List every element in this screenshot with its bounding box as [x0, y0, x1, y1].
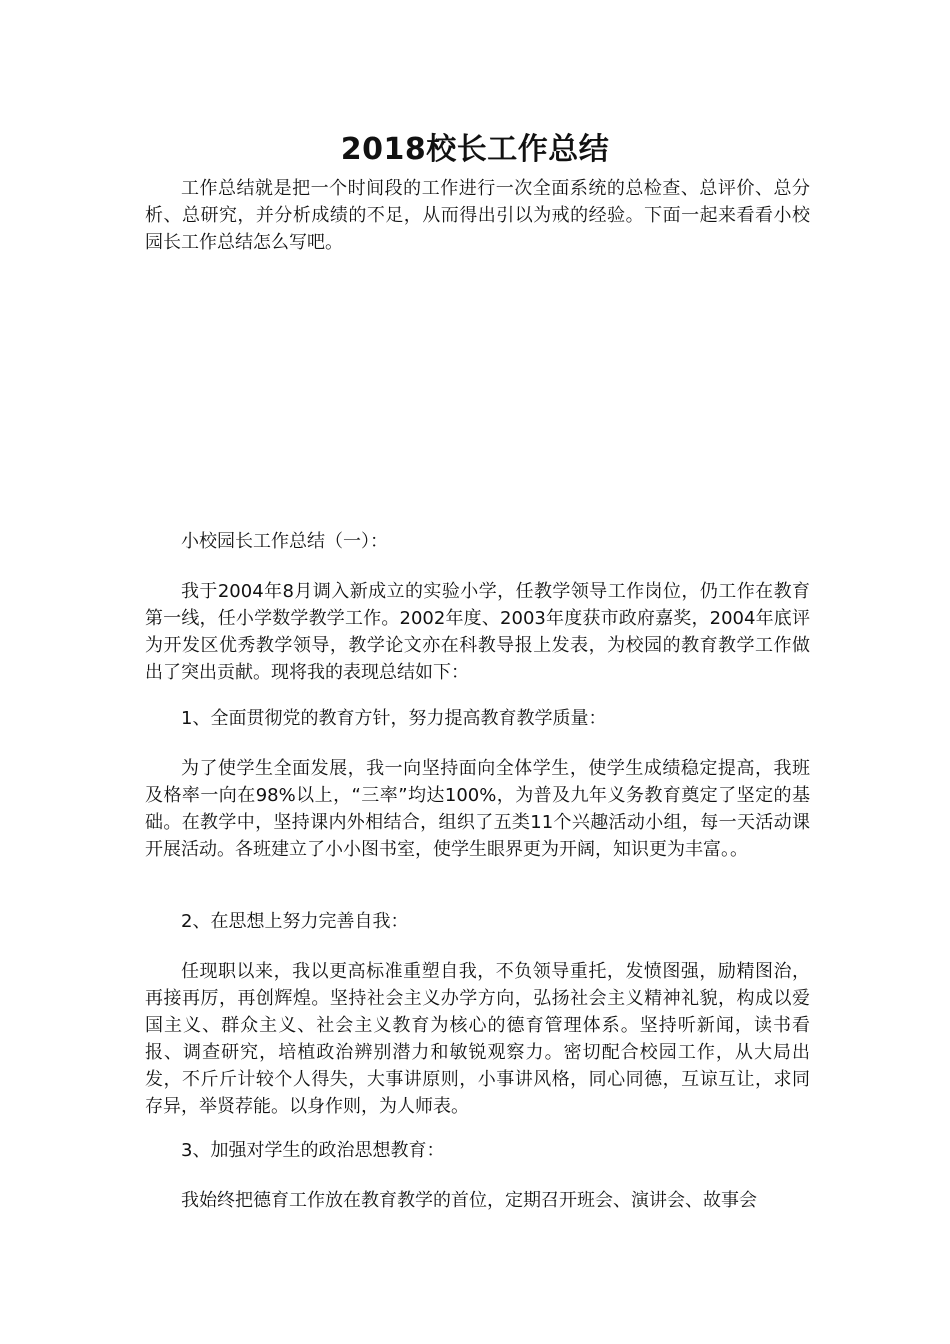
heading-item-3: 3、加强对学生的政治思想教育： [181, 1140, 445, 1161]
paragraph-item-2: 任现职以来，我以更高标准重塑自我，不负领导重托，发愤图强，励精图治，再接再厉，再创辉煌。坚持社会主义办学方向，弘扬社会主义精神礼貌，构成以爱国主义、群众主义、社会主义教育为核心的德育管理体系。坚持听新闻，读书看报、调查研究，培植政治辨别潜力和敏锐观察力。密切配合校园工作，从大局出发，不斤斤计较个人得失，大事讲原则，小事讲风格，同心同德，互谅互让，求同存异，举贤荐能。以身作则，为人师表。 [145, 961, 810, 1117]
paragraph-item-3: 我始终把德育工作放在教育教学的首位，定期召开班会、演讲会、故事会 [181, 1190, 757, 1211]
section-heading-part-one: 小校园长工作总结（一）： [181, 531, 388, 552]
heading-item-1: 1、全面贯彻党的教育方针，努力提高教育教学质量： [181, 708, 607, 729]
paragraph-item-1: 为了使学生全面发展，我一向坚持面向全体学生，使学生成绩稳定提高，我班及格率一向在98%以上，“三率”均达100%，为普及九年义务教育奠定了坚定的基础。在教学中，坚持课内外相结合，组织了五类11个兴趣活动小组，每一天活动课开展活动。各班建立了小小图书室，使学生眼界更为开阔，知识更为丰富。。 [145, 758, 810, 860]
paragraph-background: 我于2004年8月调入新成立的实验小学，任教学领导工作岗位，仍工作在教育第一线，任小学数学教学工作。2002年度、2003年度获市政府嘉奖，2004年底评为开发区优秀教学领导，教学论文亦在科教导报上发表，为校园的教育教学工作做出了突出贡献。现将我的表现总结如下： [145, 581, 810, 683]
intro-paragraph: 工作总结就是把一个时间段的工作进行一次全面系统的总检查、总评价、总分析、总研究，并分析成绩的不足，从而得出引以为戒的经验。下面一起来看看小校园长工作总结怎么写吧。 [145, 178, 810, 253]
heading-item-2: 2、在思想上努力完善自我： [181, 911, 409, 932]
document-title: 2018校长工作总结 [340, 132, 610, 167]
